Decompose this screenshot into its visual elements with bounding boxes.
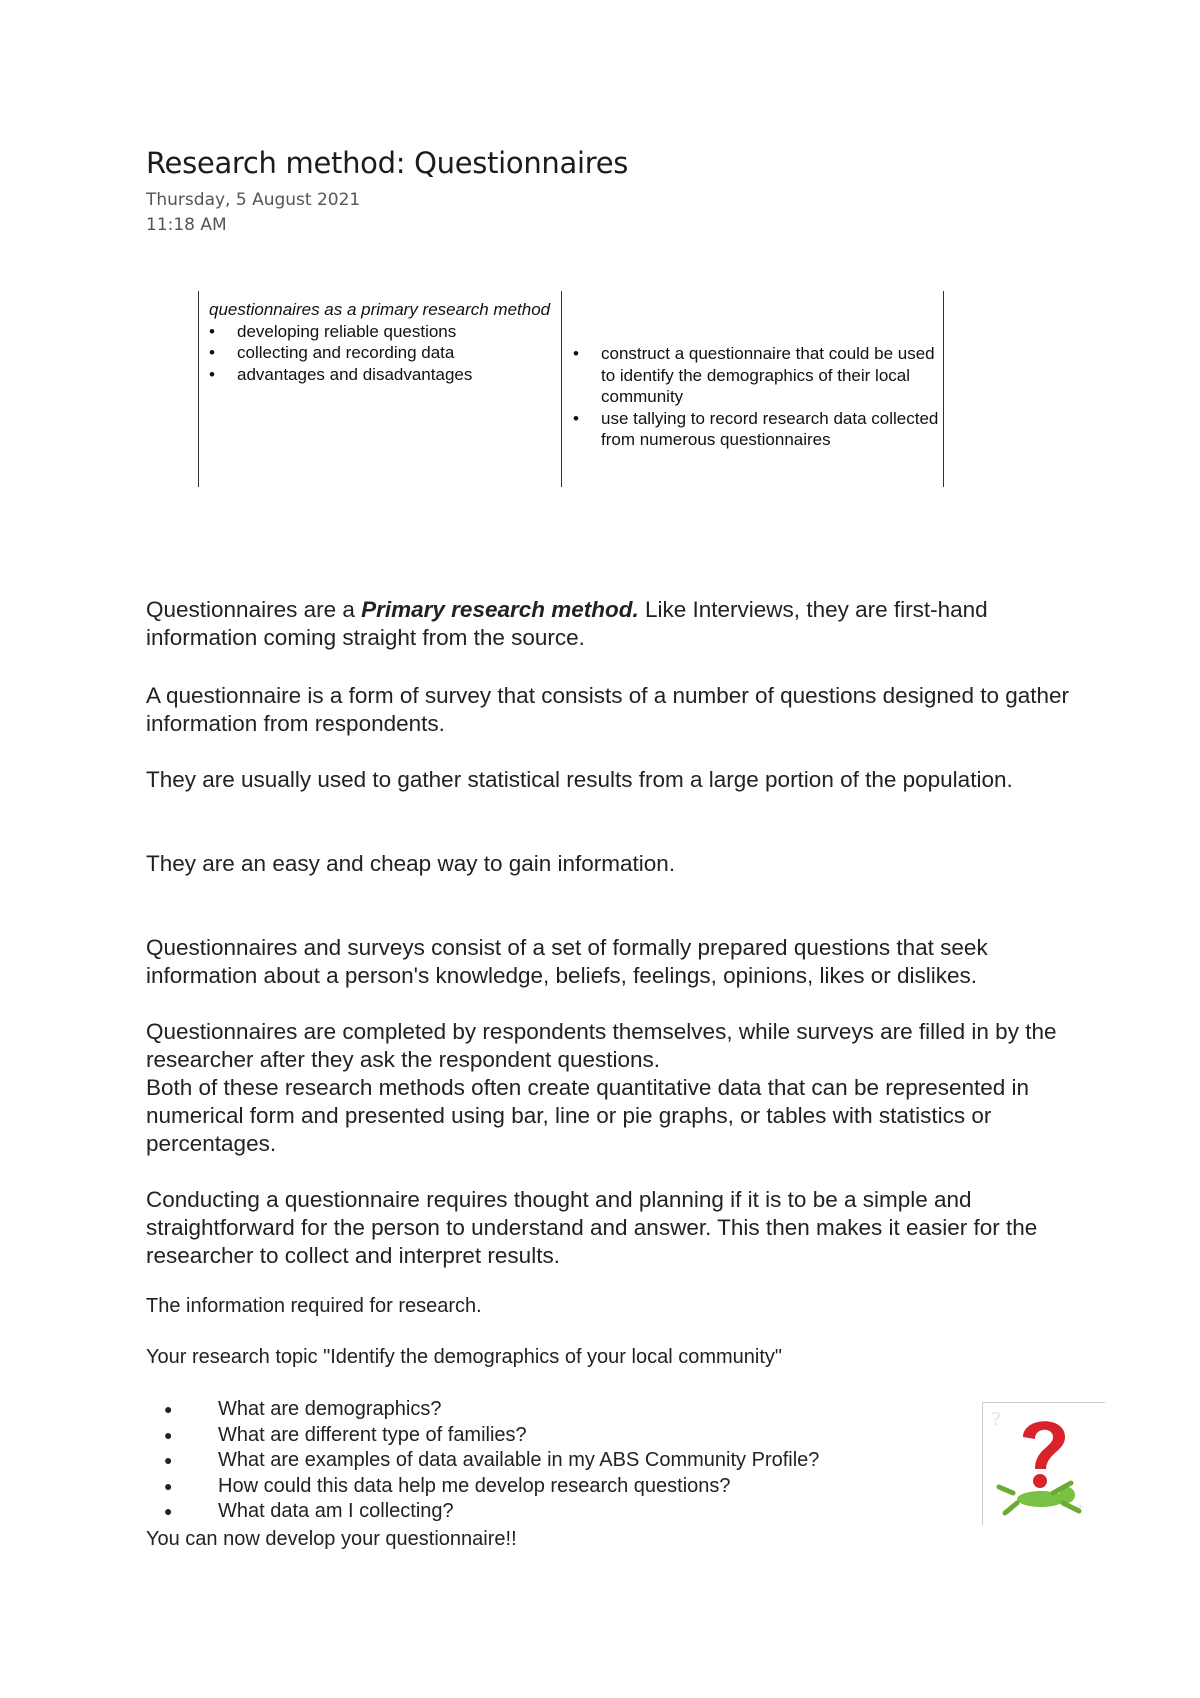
question-mark-icon	[983, 1403, 1105, 1525]
syllabus-outcome-table	[198, 291, 944, 487]
svg-text:+: +	[1075, 1500, 1086, 1514]
question-list	[146, 1397, 819, 1525]
paragraph-surveys: Questionnaires and surveys consist of a set of formally prepared questions that seek information about a person's knowledge, beliefs, feelings, opinions, likes or dislikes.	[146, 935, 988, 988]
paragraph-statistical: They are usually used to gather statistical results from a large portion of the population.	[146, 767, 1013, 792]
list-item: ● What data am I collecting?	[146, 1499, 819, 1525]
table-right-column	[573, 291, 939, 487]
table-divider	[561, 291, 562, 487]
table-left-heading: questionnaires as a primary research method	[209, 300, 551, 319]
list-item: ● What are demographics?	[146, 1397, 819, 1423]
paragraph-text: Questionnaires are completed by respondents themselves, while surveys are filled in by the researcher after they ask the respondent questions.	[146, 1019, 1057, 1072]
research-topic: Your research topic "Identify the demographics of your local community"	[146, 1346, 782, 1368]
list-item: ● What are different type of families?	[146, 1423, 819, 1449]
list-item: • collecting and recording data	[209, 342, 554, 364]
paragraph-text: Both of these research methods often create quantitative data that can be represented in numerical form and presented using bar, line or pie graphs, or tables with statistics or percentages.	[146, 1075, 1030, 1156]
paragraph-primary-method	[146, 596, 1086, 652]
paragraph-planning: Conducting a questionnaire requires thought and planning if it is to be a simple and straightforward for the person to understand and answer. This then makes it easier for the researcher to collect and interpret results.	[146, 1187, 1038, 1268]
svg-text:?: ?	[991, 1409, 1001, 1430]
table-right-list	[573, 343, 939, 451]
paragraph-definition: A questionnaire is a form of survey that consists of a number of questions designed to gather information from respondents.	[146, 683, 1070, 736]
list-item: ● What are examples of data available in my ABS Community Profile?	[146, 1448, 819, 1474]
paragraph-easy-cheap: They are an easy and cheap way to gain information.	[146, 851, 676, 876]
table-left-list	[209, 321, 554, 386]
paragraph-respondents	[146, 1018, 1086, 1158]
paragraph-text: Like Interviews, they are first-hand information coming straight from the source.	[146, 597, 988, 650]
page-date: Thursday, 5 August 2021	[146, 190, 361, 210]
list-item: • advantages and disadvantages	[209, 364, 554, 386]
closing-line: You can now develop your questionnaire!!	[146, 1528, 517, 1550]
list-item: • use tallying to record research data collected from numerous questionnaires	[573, 408, 939, 451]
page-title: Research method: Questionnaires	[146, 146, 629, 180]
table-left-column	[209, 291, 554, 487]
info-required: The information required for research.	[146, 1295, 482, 1317]
list-item: ● How could this data help me develop research questions?	[146, 1474, 819, 1500]
emphasis-primary-research-method: Primary research method.	[361, 597, 639, 622]
page-time: 11:18 AM	[146, 215, 227, 235]
list-item: • developing reliable questions	[209, 321, 554, 343]
question-mark-figure-image	[982, 1402, 1105, 1525]
list-item: • construct a questionnaire that could be used to identify the demographics of their local community	[573, 343, 939, 408]
paragraph-text: Questionnaires are a	[146, 597, 362, 622]
